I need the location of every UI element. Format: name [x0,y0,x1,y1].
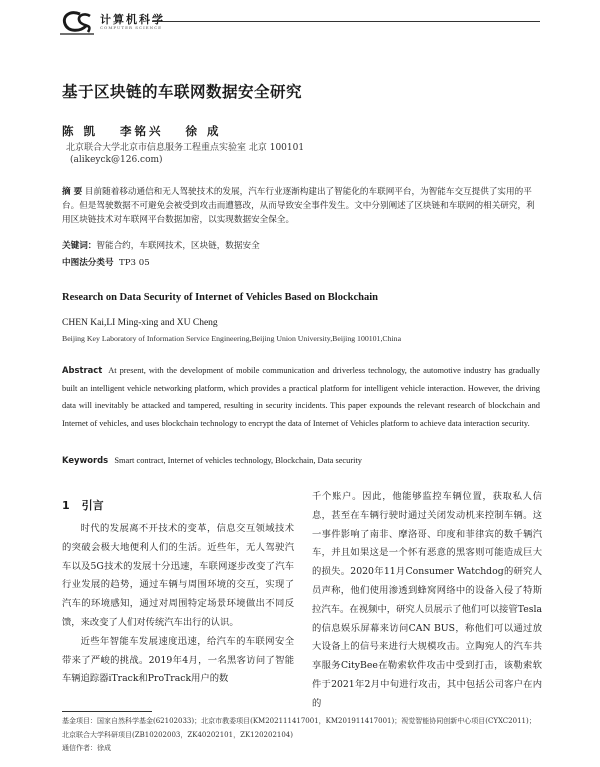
author-email: (alikeyck@126.com) [70,155,163,165]
footnotes [62,715,540,756]
footnote-funding: 基金项目：国家自然科学基金(62102033)；北京市教委项目(KM202111417001，KM201911417001)；视觉智能协同创新中心项目(CYXC2011)；北京联合大学科研项目(ZB10202003，ZK40202101，ZK120202104) [62,717,536,739]
section-number: 1 [62,499,70,512]
abstract-cn-label: 摘 要 [62,187,83,197]
affiliation-cn: 北京联合大学北京市信息服务工程重点实验室 北京 100101 [66,143,305,153]
keywords-cn-label: 关键词： [62,241,97,251]
body-column-right [312,488,542,714]
clc-value: TP3 05 [119,258,150,268]
body-paragraph: 近些年智能车发展速度迅速，给汽车的车联网安全带来了严峻的挑战。2019年4月，一名黑客访问了智能车辆追踪器iTrack和ProTrack用户的数 [62,635,294,685]
keywords-cn [62,239,540,251]
section-title: 引言 [81,499,104,512]
abstract-en [62,362,540,432]
journal-name: 计算机科学 [100,13,165,26]
journal-logo-icon [60,10,96,36]
abstract-en-label: Abstract [62,365,103,375]
footnote-corresponding: 通信作者：徐成 [62,744,111,752]
paper-title-en: Research on Data Security of Internet of Vehicles Based on Blockchain [62,292,378,303]
footnote-rule [62,711,152,712]
body-paragraph: 时代的发展离不开技术的变革，信息交互领域技术的突破会极大地便利人们的生活。近些年，无人驾驶汽车以及5G技术的发展十分迅速，车联网逐步改变了汽车行业发展的趋势，通过车辆与周围环境的交互，实现了汽车的环境感知，通过对周围特定场景环境做出不同反馈，来改变了人们对传统汽车出行的认识。 [62,523,294,628]
header-rule [152,21,540,22]
abstract-en-text: At present, with the development of mobile communication and driverless technology, the automotive industry has gradually built an intelligent vehicle networking platform, which provides a practical platform for intelligent vehicle interaction. However, the driving data will inevitably be attacked and tampered, resulting in security incidents. This paper expounds the relevant research of blockchain and Internet of vehicles, and uses blockchain technology to encrypt the data of Internet of Vehicles platform to achieve data interaction security. [62,366,540,428]
body-paragraph: 千个账户。因此，他能够监控车辆位置，获取私人信息，甚至在车辆行驶时通过关闭发动机来控制车辆。这一事件影响了南非、摩洛哥、印度和菲律宾的数千辆汽车，并且如果这是一个怀有恶意的黑客则可能造成巨大的损失。2020年11月Consumer Watchdog的研究人员声称，他们使用渗透到蜂窝网络中的设备入侵了特斯拉汽车。在视频中，研究人员展示了他们可以接管Tesla的信息娱乐屏幕来访问CAN BUS，称他们可以通过放大设备上的信号来进行大规模攻击。立陶宛人的汽车共享服务CityBee在勒索软件攻击中受到打击，该勒索软件于2021年2月中旬进行攻击，其中包括公司客户在内的 [312,491,542,709]
abstract-cn [62,185,540,227]
keywords-en-text: Smart contract, Internet of vehicles technology, Blockchain, Data security [114,456,362,465]
paper-title-cn: 基于区块链的车联网数据安全研究 [62,83,303,101]
affiliation-en: Beijing Key Laboratory of Information Service Engineering,Beijing Union University,Beijing 100101,China [62,334,402,343]
body-column-left [62,520,294,689]
author-3: 徐 成 [185,124,222,138]
authors-cn [62,123,240,139]
journal-header [60,8,540,40]
clc-label: 中图法分类号 [62,258,114,268]
clc-number [62,256,150,268]
abstract-cn-text: 目前随着移动通信和无人驾驶技术的发展，汽车行业逐渐构建出了智能化的车联网平台，为智能车交互提供了实用的平台。但是驾驶数据不可避免会被受到攻击而遭篡改，从而导致安全事件发生。文中分别阐述了区块链和车联网的相关研究，利用区块链技术对车联网平台数据加密，以实现数据安全保全。 [62,187,535,225]
authors-en: CHEN Kai,LI Ming-xing and XU Cheng [62,318,218,328]
section-heading [62,497,104,513]
author-1: 陈 凯 [62,124,99,138]
author-2: 李铭兴 [120,124,164,138]
keywords-en [62,455,540,465]
journal-subtitle: COMPUTER SCIENCE [100,25,163,30]
keywords-cn-text: 智能合约，车联网技术，区块链，数据安全 [96,241,260,251]
keywords-en-label: Keywords [62,455,109,465]
